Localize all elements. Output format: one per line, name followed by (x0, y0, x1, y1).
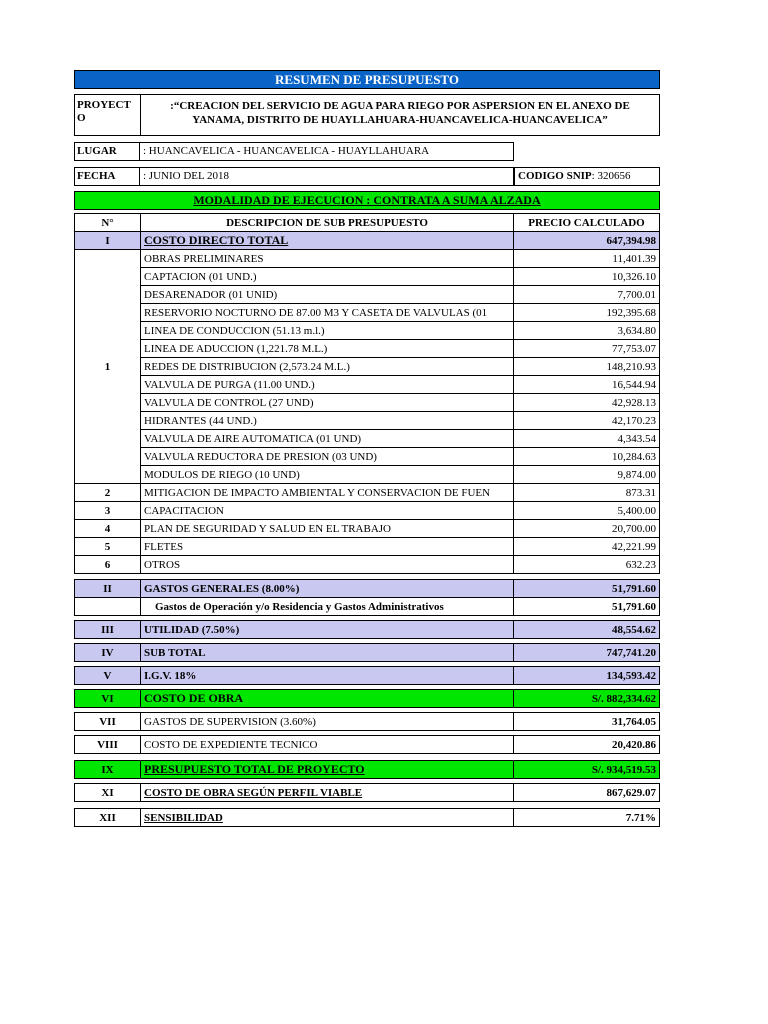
row-number: II (75, 580, 141, 598)
table-row (75, 358, 660, 376)
header-number: N° (75, 214, 141, 232)
row-number: 5 (75, 538, 141, 556)
row-price: 3,634.80 (514, 322, 660, 340)
lugar-label: LUGAR (74, 142, 140, 161)
fecha-value: : JUNIO DEL 2018 (140, 167, 514, 186)
row-description: OBRAS PRELIMINARES (141, 250, 514, 268)
table-row (75, 430, 660, 448)
row-description: VALVULA REDUCTORA DE PRESION (03 UND) (141, 448, 514, 466)
header-price: PRECIO CALCULADO (514, 214, 660, 232)
row-price: 42,170.23 (514, 412, 660, 430)
expediente-row (75, 736, 660, 754)
fecha-row (74, 167, 660, 186)
row-price: S/. 934,519.53 (514, 761, 660, 779)
row-description: RESERVORIO NOCTURNO DE 87.00 M3 Y CASETA DE VALVULAS (01 (141, 304, 514, 322)
utilidad-row (75, 621, 660, 639)
row-price: 192,395.68 (514, 304, 660, 322)
row-description: VALVULA DE CONTROL (27 UND) (141, 394, 514, 412)
budget-sheet (74, 70, 660, 827)
row-description: OTROS (141, 556, 514, 574)
lugar-row (74, 142, 660, 161)
row-description: FLETES (141, 538, 514, 556)
row-number: III (75, 621, 141, 639)
project-row (74, 94, 660, 136)
snip-cell (514, 167, 660, 186)
lugar-value: : HUANCAVELICA - HUANCAVELICA - HUAYLLAHUARA (140, 142, 514, 161)
row-description: CAPACITACION (141, 502, 514, 520)
gastos-table (74, 579, 660, 616)
table-row (75, 322, 660, 340)
row-number: VI (75, 690, 141, 708)
row-price: 7,700.01 (514, 286, 660, 304)
project-value: :“CREACION DEL SERVICIO DE AGUA PARA RIEGO POR ASPERSION EN EL ANEXO DE YANAMA, DISTRITO DE HUAYLLAHUARA-HUANCAVELICA-HUANCAVELICA” (170, 100, 630, 126)
row-description: LINEA DE CONDUCCION (51.13 m.l.) (141, 322, 514, 340)
row-price: 4,343.54 (514, 430, 660, 448)
row-description: COSTO DIRECTO TOTAL (141, 232, 514, 250)
row-description: GASTOS GENERALES (8.00%) (141, 580, 514, 598)
row-price: 647,394.98 (514, 232, 660, 250)
modalidad-banner: MODALIDAD DE EJECUCION : CONTRATA A SUMA ALZADA (74, 191, 660, 210)
row-price: 867,629.07 (514, 784, 660, 802)
row-price: S/. 882,334.62 (514, 690, 660, 708)
row-description: COSTO DE EXPEDIENTE TECNICO (141, 736, 514, 754)
row-description: COSTO DE OBRA (141, 690, 514, 708)
costo-obra-row (75, 690, 660, 708)
row-number: XII (75, 809, 141, 827)
fecha-label: FECHA (74, 167, 140, 186)
row-price: 632.23 (514, 556, 660, 574)
row-price: 10,284.63 (514, 448, 660, 466)
table-header (75, 214, 660, 232)
table-row (75, 538, 660, 556)
row-price: 20,700.00 (514, 520, 660, 538)
row-number: 2 (75, 484, 141, 502)
summary-table (74, 616, 660, 827)
row-price: 77,753.07 (514, 340, 660, 358)
perfil-row (75, 784, 660, 802)
header-description: DESCRIPCION DE SUB PRESUPUESTO (141, 214, 514, 232)
row-description: GASTOS DE SUPERVISION (3.60%) (141, 713, 514, 731)
row-price: 9,874.00 (514, 466, 660, 484)
row-description: I.G.V. 18% (141, 667, 514, 685)
row-description: CAPTACION (01 UND.) (141, 268, 514, 286)
sheet-title: RESUMEN DE PRESUPUESTO (74, 70, 660, 89)
group-number: 1 (75, 250, 141, 484)
row-description: PLAN DE SEGURIDAD Y SALUD EN EL TRABAJO (141, 520, 514, 538)
snip-value: : 320656 (591, 170, 631, 182)
row-price: 873.31 (514, 484, 660, 502)
table-row (75, 304, 660, 322)
row-price: 134,593.42 (514, 667, 660, 685)
row-price: 7.71% (514, 809, 660, 827)
row-number: 3 (75, 502, 141, 520)
row-price: 11,401.39 (514, 250, 660, 268)
row-number: 4 (75, 520, 141, 538)
row-description: PRESUPUESTO TOTAL DE PROYECTO (141, 761, 514, 779)
row-price: 31,764.05 (514, 713, 660, 731)
row-number: VIII (75, 736, 141, 754)
row-description: SUB TOTAL (141, 644, 514, 662)
row-description: LINEA DE ADUCCION (1,221.78 M.L.) (141, 340, 514, 358)
presupuesto-total-row (75, 761, 660, 779)
table-row (75, 268, 660, 286)
spacer (75, 754, 660, 761)
table-row (75, 466, 660, 484)
supervision-row (75, 713, 660, 731)
row-description: Gastos de Operación y/o Residencia y Gastos Administrativos (141, 598, 514, 616)
row-number: IX (75, 761, 141, 779)
row-price: 148,210.93 (514, 358, 660, 376)
row-description: COSTO DE OBRA SEGÚN PERFIL VIABLE (141, 784, 514, 802)
table-row (75, 412, 660, 430)
spacer (75, 802, 660, 809)
row-number: I (75, 232, 141, 250)
igv-row (75, 667, 660, 685)
table-row (75, 286, 660, 304)
row-price: 42,928.13 (514, 394, 660, 412)
table-row (75, 250, 660, 268)
row-price: 16,544.94 (514, 376, 660, 394)
table-row (75, 448, 660, 466)
row-price: 5,400.00 (514, 502, 660, 520)
gastos-generales-row (75, 580, 660, 598)
row-number-empty (75, 598, 141, 616)
row-description: SENSIBILIDAD (141, 809, 514, 827)
row-price: 20,420.86 (514, 736, 660, 754)
snip-label: CODIGO SNIP (518, 170, 592, 182)
row-price: 747,741.20 (514, 644, 660, 662)
row-description: REDES DE DISTRIBUCION (2,573.24 M.L.) (141, 358, 514, 376)
table-row (75, 484, 660, 502)
table-row (75, 340, 660, 358)
row-description: DESARENADOR (01 UNID) (141, 286, 514, 304)
costo-directo-row (75, 232, 660, 250)
gastos-detail-row (75, 598, 660, 616)
row-price: 51,791.60 (514, 580, 660, 598)
table-row (75, 556, 660, 574)
row-price: 48,554.62 (514, 621, 660, 639)
row-price: 10,326.10 (514, 268, 660, 286)
sensibilidad-row (75, 809, 660, 827)
project-label: PROYECT O (75, 95, 141, 135)
table-row (75, 376, 660, 394)
row-description: MODULOS DE RIEGO (10 UND) (141, 466, 514, 484)
budget-table (74, 213, 660, 574)
subtotal-row (75, 644, 660, 662)
row-description: HIDRANTES (44 UND.) (141, 412, 514, 430)
row-price: 51,791.60 (514, 598, 660, 616)
row-description: VALVULA DE AIRE AUTOMATICA (01 UND) (141, 430, 514, 448)
row-price: 42,221.99 (514, 538, 660, 556)
row-number: IV (75, 644, 141, 662)
row-description: UTILIDAD (7.50%) (141, 621, 514, 639)
row-number: VII (75, 713, 141, 731)
table-row (75, 520, 660, 538)
row-number: XI (75, 784, 141, 802)
table-row (75, 394, 660, 412)
row-number: 6 (75, 556, 141, 574)
row-number: V (75, 667, 141, 685)
row-description: VALVULA DE PURGA (11.00 UND.) (141, 376, 514, 394)
table-row (75, 502, 660, 520)
row-description: MITIGACION DE IMPACTO AMBIENTAL Y CONSERVACION DE FUEN (141, 484, 514, 502)
